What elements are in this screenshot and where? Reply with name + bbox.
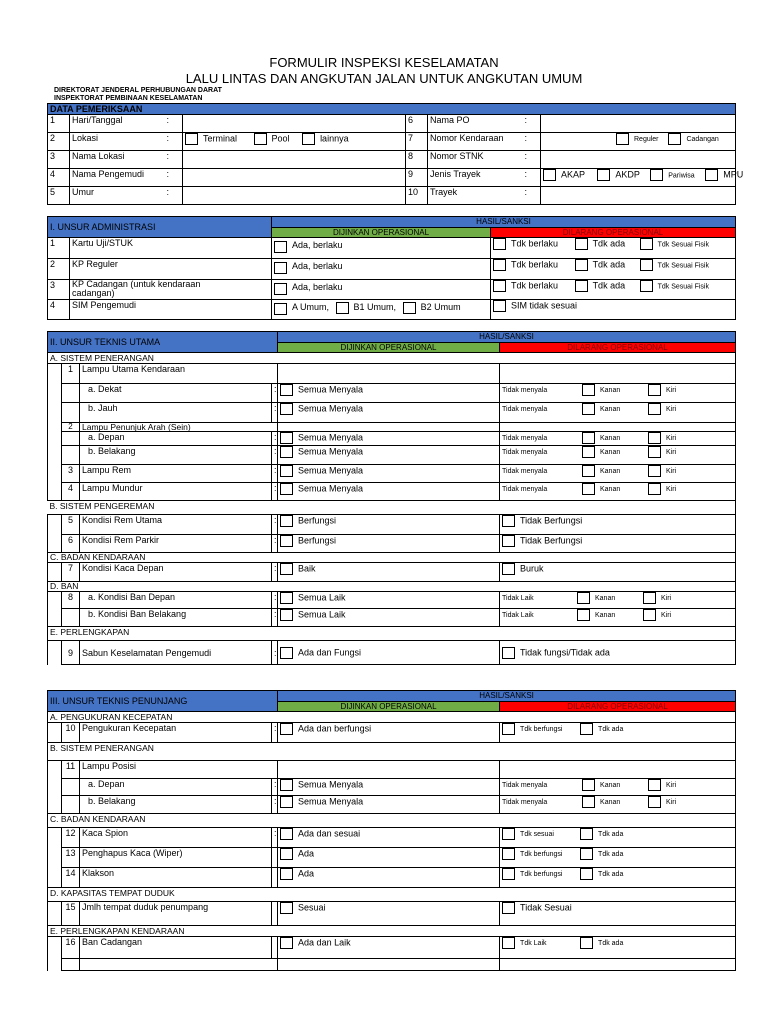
item-label: Pengukuran Kecepatan [80,723,272,743]
checkbox[interactable] [280,868,293,880]
bad-label: Tidak Laik [502,594,534,602]
checkbox[interactable] [580,723,593,735]
bad-label: Tdk berlaku [511,238,559,249]
ok-label: Semua Menyala [298,779,364,790]
dilarang-header: DILARANG OPERASIONAL [500,343,736,353]
checkbox[interactable] [648,384,661,396]
section-teknis-penunjang: III. UNSUR TEKNIS PENUNJANG HASIL/SANKSI DIJINKAN OPERASIONAL DILARANG OPERASIONAL A. PENGUKURAN KECEPATAN 10 Pengukuran Kecepatan : Ada dan berfungsi Tdk berfungsi Tdk ada B. SISTEM PENERANGAN 11 Lampu Posisi a. Depan : Semua Menyala Tidak menyala Kanan Kiri b. Belakang : Semua Menyala Tidak menyala Kanan Kiri C. BADAN KENDARAAN 12 Kaca Spion : Ada dan sesuai Tdk sesuai Tdk ada 13 Penghapus Kaca (Wiper) Ada Tdk berfungsi Tdk ada 14 Klakson Ada Tdk berfungsi Tdk ada D. KAPASITAS TEMPAT DUDUK 15 Jmlh tempat duduk penumpang Sesuai Tidak Sesuai E. PERLENGKAPAN KENDARAAN 16 Ban Cadangan Ada dan Laik Tdk Laik Tdk ada [47,690,736,971]
bad-label: Tidak menyala [502,434,548,442]
bad-label: Tdk Sesuai Fisik [657,283,709,291]
item-label: a. Dekat [80,384,272,403]
ok-label: Baik [298,563,316,574]
option-cadangan: Cadangan [686,135,719,143]
checkbox[interactable] [582,446,595,458]
checkbox[interactable] [640,238,653,250]
checkbox[interactable] [502,535,515,547]
kanan-label: Kanan [600,467,621,475]
kiri-label: Kiri [661,594,672,602]
ok-label: Ada dan berfungsi [298,723,372,734]
option-reguler: Reguler [634,135,659,143]
checkbox[interactable] [643,609,656,621]
colon: : [165,115,183,133]
input-umur[interactable] [183,187,406,205]
ok-label: Ada dan Laik [298,937,351,948]
data-header: DATA PEMERIKSAAN [48,104,736,115]
checkbox[interactable] [597,169,610,181]
row-no: 2 [48,133,70,151]
item-label: a. Depan [80,779,272,796]
hasil-header: HASIL/SANKSI [278,332,736,343]
checkbox[interactable] [302,133,315,145]
row-no: 10 [406,187,428,205]
item-label: Klakson [80,868,272,888]
checkbox[interactable] [502,647,515,659]
bad-label: Tidak menyala [502,798,548,806]
row-no: 1 [48,238,70,259]
kiri-label: Kiri [666,485,677,493]
checkbox[interactable] [640,280,653,292]
checkbox[interactable] [493,259,506,271]
checkbox[interactable] [502,563,515,575]
checkbox[interactable] [502,723,515,735]
item-label: Penghapus Kaca (Wiper) [80,848,272,868]
subsection-title: C. BADAN KENDARAAN [48,553,736,563]
item-label: b. Belakang [80,446,272,465]
section-administrasi [47,216,736,320]
checkbox[interactable] [575,238,588,250]
subsection-title: A. SISTEM PENERANGAN [48,353,736,364]
option-terminal: Terminal [203,133,238,144]
checkbox[interactable] [280,609,293,621]
label-stnk: Nomor STNK [428,151,523,169]
checkbox[interactable] [640,259,653,271]
kanan-label: Kanan [600,434,621,442]
checkbox[interactable] [502,828,515,840]
org-name: DIREKTORAT JENDERAL PERHUBUNGAN DARAT [54,87,222,94]
row-no: 9 [406,169,428,187]
ok-label: Semua Menyala [298,796,364,807]
item-label: Sabun Keselamatan Pengemudi [80,641,272,665]
subsection-title: A. PENGUKURAN KECEPATAN [48,712,736,723]
checkbox[interactable] [274,241,287,253]
ok-label: Ada [298,868,315,879]
item-label: Lampu Posisi [80,761,278,779]
kanan-label: Kanan [600,448,621,456]
hasil-header: HASIL/SANKSI [278,691,736,702]
kanan-label: Kanan [600,798,621,806]
checkbox[interactable] [582,384,595,396]
ok-label: Sesuai [298,902,326,913]
checkbox[interactable] [280,403,293,415]
checkbox[interactable] [650,169,663,181]
bad-label: Tdk Laik [520,939,547,947]
checkbox[interactable] [280,515,293,527]
checkbox[interactable] [280,483,293,495]
bad-label: Tidak menyala [502,485,548,493]
colon: : [523,151,541,169]
checkbox[interactable] [280,937,293,949]
checkbox[interactable] [543,169,556,181]
kanan-label: Kanan [600,485,621,493]
bad-label: Tdk berfungsi [520,870,563,878]
checkbox[interactable] [280,779,293,791]
bad-label: Tidak Laik [502,611,534,619]
item-label: Ban Cadangan [80,937,272,959]
item-label: Kaca Spion [80,828,272,848]
kiri-label: Kiri [666,386,677,394]
sim-b1: B1 Umum, [353,301,397,312]
checkbox[interactable] [643,592,656,604]
checkbox[interactable] [580,828,593,840]
bad-label: Tdk berfungsi [520,725,563,733]
checkbox[interactable] [648,432,661,444]
bad-label: Tdk ada [598,725,624,733]
checkbox[interactable] [582,403,595,415]
option-pariwisata: Pariwisa [668,172,695,180]
item-label: KP Reguler [70,259,272,280]
subsection-title: D. BAN [48,582,736,592]
checkbox[interactable] [280,465,293,477]
kiri-label: Kiri [666,798,677,806]
checkbox[interactable] [336,302,349,314]
checkbox[interactable] [668,133,681,145]
kendaraan-options [541,133,736,151]
label-jenis-trayek: Jenis Trayek [428,169,523,187]
input-nama-lokasi[interactable] [183,151,406,169]
checkbox[interactable] [403,302,416,314]
checkbox[interactable] [280,446,293,458]
bad-label: Tidak menyala [502,405,548,413]
subsection-title: C. BADAN KENDARAAN [48,814,736,828]
bad-label: Tidak menyala [502,781,548,789]
colon: : [523,187,541,205]
row-no: 8 [406,151,428,169]
checkbox[interactable] [582,432,595,444]
item-label: b. Belakang [80,796,272,814]
label-nama-lokasi: Nama Lokasi [70,151,165,169]
trayek-options [541,169,744,187]
colon: : [523,133,541,151]
item-label: a. Depan [80,432,272,446]
kanan-label: Kanan [600,781,621,789]
kanan-label: Kanan [600,386,621,394]
checkbox[interactable] [280,432,293,444]
kiri-label: Kiri [661,611,672,619]
bad-label: Tidak menyala [502,448,548,456]
form-title: FORMULIR INSPEKSI KESELAMATAN [269,55,499,70]
ok-label: Ada [298,848,315,859]
item-label: Lampu Rem [80,465,272,483]
section-teknis-utama: II. UNSUR TEKNIS UTAMA HASIL/SANKSI DIJINKAN OPERASIONAL DILARANG OPERASIONAL A. SISTEM PENERANGAN 1 Lampu Utama Kendaraan a. Dekat : Semua Menyala Tidak menyala Kanan Kiri b. Jauh : Semua Menyala Tidak menyala Kanan Kiri 2 Lampu Penunjuk Arah (Sein) a. Depan : Semua Menyala Tidak menyala Kanan Kiri b. Belakang : Semua Menyala Tidak menyala Kanan Kiri 3 Lampu Rem : Semua Menyala Tidak menyala Kanan Kiri 4 Lampu Mundur : Semua Menyala Tidak menyala Kanan Kiri B. SISTEM PENGEREMAN 5 Kondisi Rem Utama : Berfungsi Tidak Berfungsi 6 Kondisi Rem Parkir : Berfungsi Tidak Berfungsi C. BADAN KENDARAAN 7 Kondisi Kaca Depan : Baik Buruk D. BAN 8 a. Kondisi Ban Depan : Semua Laik Tidak Laik Kanan Kiri b. Kondisi Ban Belakang : Semua Laik Tidak Laik Kanan Kiri E. PERLENGKAPAN 9 Sabun Keselamatan Pengemudi : Ada dan Fungsi Tidak fungsi/Tidak ada [47,331,736,665]
checkbox[interactable] [648,465,661,477]
data-table [47,103,744,205]
checkbox[interactable] [493,300,506,312]
row-no: 3 [48,151,70,169]
subsection-title: E. PERLENGKAPAN KENDARAAN [48,926,736,937]
ok-label: Semua Laik [298,609,346,620]
checkbox[interactable] [575,259,588,271]
input-pengemudi[interactable] [183,169,406,187]
bad-label: Tidak fungsi/Tidak ada [520,646,610,657]
label-trayek: Trayek [428,187,523,205]
kiri-label: Kiri [666,448,677,456]
bad-label: Tidak Berfungsi [520,535,583,546]
dijinkan-header: DIJINKAN OPERASIONAL [278,702,500,712]
checkbox[interactable] [274,283,287,295]
sim-a: A Umum, [292,301,330,312]
bad-label: Tdk ada [598,830,624,838]
input-trayek[interactable] [541,187,736,205]
kanan-label: Kanan [600,405,621,413]
bad-label: Tdk ada [598,870,624,878]
bad-label: Tidak menyala [502,386,548,394]
colon: : [165,169,183,187]
dijinkan-header: DIJINKAN OPERASIONAL [278,343,500,353]
checkbox[interactable] [582,483,595,495]
input-hari[interactable] [183,115,406,133]
label-pengemudi: Nama Pengemudi [70,169,165,187]
checkbox[interactable] [705,169,718,181]
option-lainnya: lainnya [320,133,349,144]
row-no: 2 [48,259,70,280]
checkbox[interactable] [582,796,595,808]
item-label: b. Jauh [80,403,272,423]
dijinkan-header: DIJINKAN OPERASIONAL [272,228,491,238]
ok-label: Berfungsi [298,515,337,526]
item-label: Lampu Mundur [80,483,272,501]
ok-label: Ada, berlaku [292,239,343,250]
ok-label: Semua Menyala [298,403,364,414]
input-stnk[interactable] [541,151,736,169]
checkbox[interactable] [502,868,515,880]
checkbox[interactable] [575,280,588,292]
input-po[interactable] [541,115,736,133]
colon: : [165,133,183,151]
checkbox[interactable] [648,483,661,495]
checkbox[interactable] [254,133,267,145]
checkbox[interactable] [582,465,595,477]
row-no: 3 [48,280,70,300]
subsection-title: B. SISTEM PENERANGAN [48,743,736,761]
checkbox[interactable] [274,303,287,315]
checkbox[interactable] [580,868,593,880]
bad-label: Tidak Sesuai [520,902,572,913]
row-no: 5 [48,187,70,205]
item-label-cont: cadangan) [72,288,115,298]
checkbox[interactable] [280,902,293,914]
kanan-label: Kanan [595,611,616,619]
checkbox[interactable] [582,779,595,791]
section-title: I. UNSUR ADMINISTRASI [48,217,272,238]
item-label: b. Kondisi Ban Belakang [80,609,272,627]
item-label: SIM Pengemudi [70,300,272,320]
item-label: Kondisi Rem Parkir [80,535,272,553]
subsection-title: D. KAPASITAS TEMPAT DUDUK [48,888,736,902]
label-lokasi: Lokasi [70,133,165,151]
checkbox[interactable] [280,723,293,735]
ok-label: Semua Menyala [298,446,364,457]
row-no: 7 [406,133,428,151]
option-akdp: AKDP [615,169,640,180]
item-label: Jmlh tempat duduk penumpang [80,902,272,926]
bad-label: Tidak Berfungsi [520,515,583,526]
item-label: Kondisi Rem Utama [80,515,272,535]
sim-b2: B2 Umum [420,301,461,312]
row-no: 6 [406,115,428,133]
bad-label: Tdk sesuai [520,830,554,838]
bad-label: Tdk berfungsi [520,850,563,858]
checkbox[interactable] [577,609,590,621]
hasil-header: HASIL/SANKSI [272,217,736,228]
checkbox[interactable] [502,937,515,949]
checkbox[interactable] [502,515,515,527]
ok-label: Ada, berlaku [292,260,343,271]
kiri-label: Kiri [666,434,677,442]
dilarang-header: DILARANG OPERASIONAL [500,702,736,712]
bad-label: Tidak menyala [502,467,548,475]
checkbox[interactable] [280,592,293,604]
checkbox[interactable] [493,238,506,250]
lokasi-options [183,133,406,151]
ok-label: Semua Menyala [298,384,364,395]
option-mpu: MPU [723,169,744,180]
checkbox[interactable] [493,280,506,292]
checkbox[interactable] [577,592,590,604]
bad-label: Tdk berlaku [511,280,559,291]
label-po: Nama PO [428,115,523,133]
option-pool: Pool [271,133,290,144]
colon: : [165,187,183,205]
kanan-label: Kanan [595,594,616,602]
colon: : [523,169,541,187]
row-no: 4 [48,300,70,320]
kiri-label: Kiri [666,467,677,475]
checkbox[interactable] [580,848,593,860]
checkbox[interactable] [280,647,293,659]
kiri-label: Kiri [666,781,677,789]
org-unit: INSPEKTORAT PEMBINAAN KESELAMATAN [54,95,203,102]
label-umur: Umur [70,187,165,205]
checkbox[interactable] [280,535,293,547]
bad-label: Tdk Sesuai Fisik [657,241,709,249]
checkbox[interactable] [648,403,661,415]
subsection-title: E. PERLENGKAPAN [48,627,736,641]
checkbox[interactable] [616,133,629,145]
row-no: 1 [48,115,70,133]
bad-label: Tdk ada [598,939,624,947]
row-no: 4 [48,169,70,187]
bad-label: Tdk ada [592,280,626,291]
checkbox[interactable] [648,446,661,458]
ok-label: Ada, berlaku [292,281,343,292]
option-akap: AKAP [561,169,585,180]
bad-label: Tdk ada [592,238,626,249]
checkbox[interactable] [280,828,293,840]
ok-label: Semua Menyala [298,465,364,476]
checkbox[interactable] [274,262,287,274]
ok-label: Semua Menyala [298,483,364,494]
ok-label: Ada dan Fungsi [298,646,362,657]
bad-label: Tdk berlaku [511,259,559,270]
label-nomor-kendaraan: Nomor Kendaraan [428,133,523,151]
bad-label: Tdk ada [592,259,626,270]
bad-label: Tdk ada [598,850,624,858]
checkbox[interactable] [185,133,198,145]
checkbox[interactable] [280,384,293,396]
subsection-title: B. SISTEM PENGEREMAN [48,501,736,515]
colon: : [523,115,541,133]
ok-label: Semua Laik [298,592,346,603]
bad-label: Buruk [520,563,544,574]
label-hari: Hari/Tanggal [70,115,165,133]
bad-label: SIM tidak sesuai [511,300,578,311]
item-label: Kartu Uji/STUK [70,238,272,259]
ok-label: Semua Menyala [298,432,364,443]
kiri-label: Kiri [666,405,677,413]
section-title: II. UNSUR TEKNIS UTAMA [48,332,278,353]
checkbox[interactable] [280,563,293,575]
checkbox[interactable] [280,848,293,860]
ok-label: Ada dan sesuai [298,828,361,839]
dilarang-header: DILARANG OPERASIONAL [491,228,736,238]
checkbox[interactable] [502,848,515,860]
checkbox[interactable] [580,937,593,949]
checkbox[interactable] [648,796,661,808]
item-label: KP Cadangan (untuk kendaraan [72,279,201,289]
item-label: Lampu Penunjuk Arah (Sein) [80,423,278,432]
item-label: a. Kondisi Ban Depan [80,592,272,609]
checkbox[interactable] [280,796,293,808]
colon: : [165,151,183,169]
checkbox[interactable] [648,779,661,791]
form-subtitle: LALU LINTAS DAN ANGKUTAN JALAN UNTUK ANGKUTAN UMUM [185,71,583,86]
bad-label: Tdk Sesuai Fisik [657,262,709,270]
section-title: III. UNSUR TEKNIS PENUNJANG [48,691,278,712]
ok-label: Berfungsi [298,535,337,546]
checkbox[interactable] [502,902,515,914]
item-label: Kondisi Kaca Depan [80,563,272,582]
item-label: Lampu Utama Kendaraan [80,364,278,384]
